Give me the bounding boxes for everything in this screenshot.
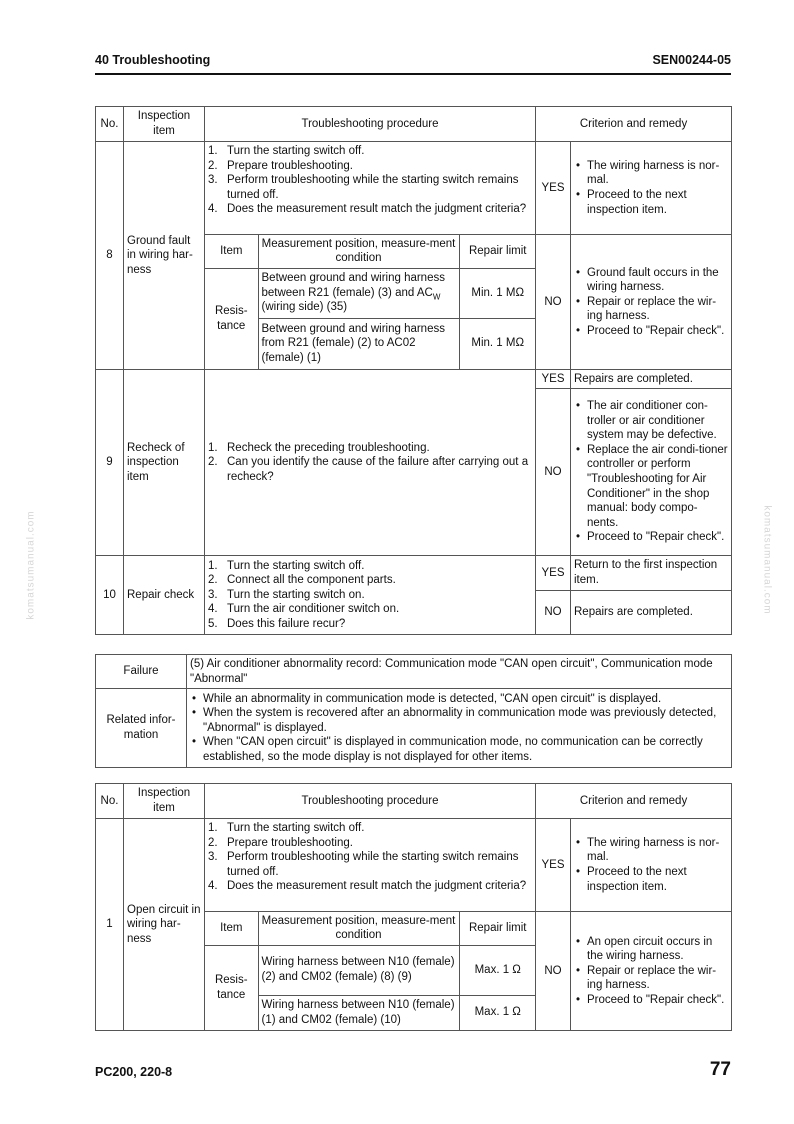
no-label: NO (536, 389, 571, 556)
remedy-item: • An open circuit occurs in the wiring harness. (574, 935, 728, 964)
measure-header-position: Measurement position, measure-ment condition (258, 912, 459, 945)
procedure-step: 2. Prepare troubleshooting. (208, 836, 353, 849)
measure-position: Wiring harness between N10 (female) (2) and CM02 (female) (8) (9) (258, 945, 459, 995)
procedure-step: 3. Turn the starting switch on. (208, 588, 365, 601)
remedy-item: • Repair or replace the wir-ing harness. (574, 964, 728, 993)
no-label: NO (536, 235, 571, 370)
yes-label: YES (536, 819, 571, 912)
watermark-right: komatsumanual.com (761, 505, 773, 615)
remedy-item: • When "CAN open circuit" is displayed in communication mode, no communication can be correctly established, so the mode display is not displayed for other items. (190, 735, 728, 764)
col-header-inspection-item: Inspection item (124, 107, 205, 142)
document-code: SEN00244-05 (652, 53, 731, 67)
page-number: 77 (709, 1059, 731, 1080)
remedy-item: • Replace the air condi-tioner controller or perform "Troubleshooting for Air Conditioner" in the shop manual: body compo-nents. (574, 443, 728, 531)
inspection-item: Repair check (124, 556, 205, 635)
procedure-step: 2. Can you identify the cause of the failure after carrying out a recheck? (208, 456, 529, 483)
remedy-item: • Ground fault occurs in the wiring harness. (574, 266, 728, 295)
remedy-item: • Proceed to "Repair check". (574, 530, 728, 545)
failure-label: Failure (96, 655, 187, 689)
measure-item-resistance: Resis-tance (205, 945, 258, 1030)
yes-remedy: Return to the first inspection item. (571, 556, 732, 591)
remedy-item: • Repair or replace the wir-ing harness. (574, 295, 728, 324)
remedy-item: • The wiring harness is nor-mal. (574, 159, 728, 188)
measure-header-item: Item (205, 912, 258, 945)
measure-limit: Min. 1 MΩ (459, 268, 536, 318)
row-number: 9 (96, 370, 124, 556)
measure-limit: Max. 1 Ω (459, 995, 536, 1030)
related-info-list (187, 689, 732, 768)
page-header (95, 53, 731, 75)
procedure-steps (205, 556, 536, 635)
col-header-procedure: Troubleshooting procedure (205, 107, 536, 142)
procedure-step: 1. Turn the starting switch off. (208, 145, 365, 157)
procedure-steps (205, 819, 536, 912)
col-header-inspection-item: Inspection item (124, 784, 205, 819)
procedure-step: 2. Prepare troubleshooting. (208, 159, 353, 172)
procedure-step: 3. Perform troubleshooting while the starting switch remains turned off. (208, 174, 519, 201)
measure-limit: Max. 1 Ω (459, 945, 536, 995)
remedy-item: • The wiring harness is nor-mal. (574, 836, 728, 865)
no-remedy (571, 389, 732, 556)
measure-position: Wiring harness between N10 (female) (1) and CM02 (female) (10) (258, 995, 459, 1030)
row-number: 1 (96, 819, 124, 1031)
col-header-procedure: Troubleshooting procedure (205, 784, 536, 819)
measurement-table (205, 912, 536, 1030)
measure-header-limit: Repair limit (459, 235, 536, 268)
inspection-item: Open circuit in wiring har-ness (124, 819, 205, 1031)
no-remedy (571, 235, 732, 370)
model-number: PC200, 220-8 (95, 1065, 173, 1079)
yes-remedy (571, 819, 732, 912)
measure-header-limit: Repair limit (459, 912, 536, 945)
yes-remedy: Repairs are completed. (571, 370, 732, 389)
yes-label: YES (536, 142, 571, 235)
no-remedy (571, 912, 732, 1031)
troubleshooting-table-1 (95, 106, 732, 635)
remedy-item: • While an abnormality in communication mode is detected, "CAN open circuit" is displayed. (190, 692, 728, 707)
procedure-step: 1. Turn the starting switch off. (208, 559, 365, 572)
col-header-criterion: Criterion and remedy (536, 107, 732, 142)
related-info-label: Related infor-mation (96, 689, 187, 768)
row-number: 10 (96, 556, 124, 635)
section-title: 40 Troubleshooting (95, 53, 211, 67)
remedy-item: • Proceed to "Repair check". (574, 324, 728, 339)
measure-header-item: Item (205, 235, 258, 268)
procedure-step: 1. Recheck the preceding troubleshooting. (208, 441, 430, 454)
col-header-no: No. (96, 107, 124, 142)
inspection-item: Recheck of inspection item (124, 370, 205, 556)
remedy-item: • Proceed to the next inspection item. (574, 188, 728, 217)
no-label: NO (536, 912, 571, 1031)
procedure-step: 4. Does the measurement result match the judgment criteria? (208, 880, 527, 893)
inspection-item: Ground fault in wiring har-ness (124, 142, 205, 370)
procedure-step: 1. Turn the starting switch off. (208, 822, 365, 834)
procedure-step: 4. Does the measurement result match the judgment criteria? (208, 203, 527, 216)
procedure-step: 5. Does this failure recur? (208, 617, 346, 630)
remedy-item: • The air conditioner con-troller or air conditioner system may be defective. (574, 399, 728, 443)
measure-item-resistance: Resis-tance (205, 268, 258, 369)
yes-remedy (571, 142, 732, 235)
measurement-table-cell (205, 235, 536, 370)
remedy-item: • When the system is recovered after an abnormality in communication mode was previously detected, "Abnormal" is displayed. (190, 706, 728, 735)
measure-limit: Min. 1 MΩ (459, 318, 536, 369)
failure-text: (5) Air conditioner abnormality record: Communication mode "CAN open circuit", Communication mode "Abnormal" (187, 655, 732, 689)
col-header-no: No. (96, 784, 124, 819)
troubleshooting-table-2 (95, 783, 732, 1031)
yes-label: YES (536, 370, 571, 389)
procedure-steps (205, 142, 536, 235)
procedure-step: 3. Perform troubleshooting while the starting switch remains turned off. (208, 851, 519, 878)
remedy-item: • Proceed to "Repair check". (574, 993, 728, 1008)
measurement-table-cell (205, 912, 536, 1031)
yes-label: YES (536, 556, 571, 591)
no-label: NO (536, 591, 571, 635)
col-header-criterion: Criterion and remedy (536, 784, 732, 819)
procedure-steps (205, 370, 536, 556)
measurement-table (205, 235, 536, 369)
procedure-step: 4. Turn the air conditioner switch on. (208, 603, 400, 616)
remedy-item: • Proceed to the next inspection item. (574, 865, 728, 894)
measure-position: Between ground and wiring harness from R21 (female) (2) to AC02 (female) (1) (258, 318, 459, 369)
failure-info-table (95, 654, 732, 768)
procedure-step: 2. Connect all the component parts. (208, 574, 396, 587)
watermark-left: komatsumanual.com (25, 510, 37, 620)
measure-header-position: Measurement position, measure-ment condition (258, 235, 459, 268)
row-number: 8 (96, 142, 124, 370)
no-remedy: Repairs are completed. (571, 591, 732, 635)
measure-position: Between ground and wiring harness between R21 (female) (3) and $AC_W$ (wiring side) (35) (258, 268, 459, 318)
